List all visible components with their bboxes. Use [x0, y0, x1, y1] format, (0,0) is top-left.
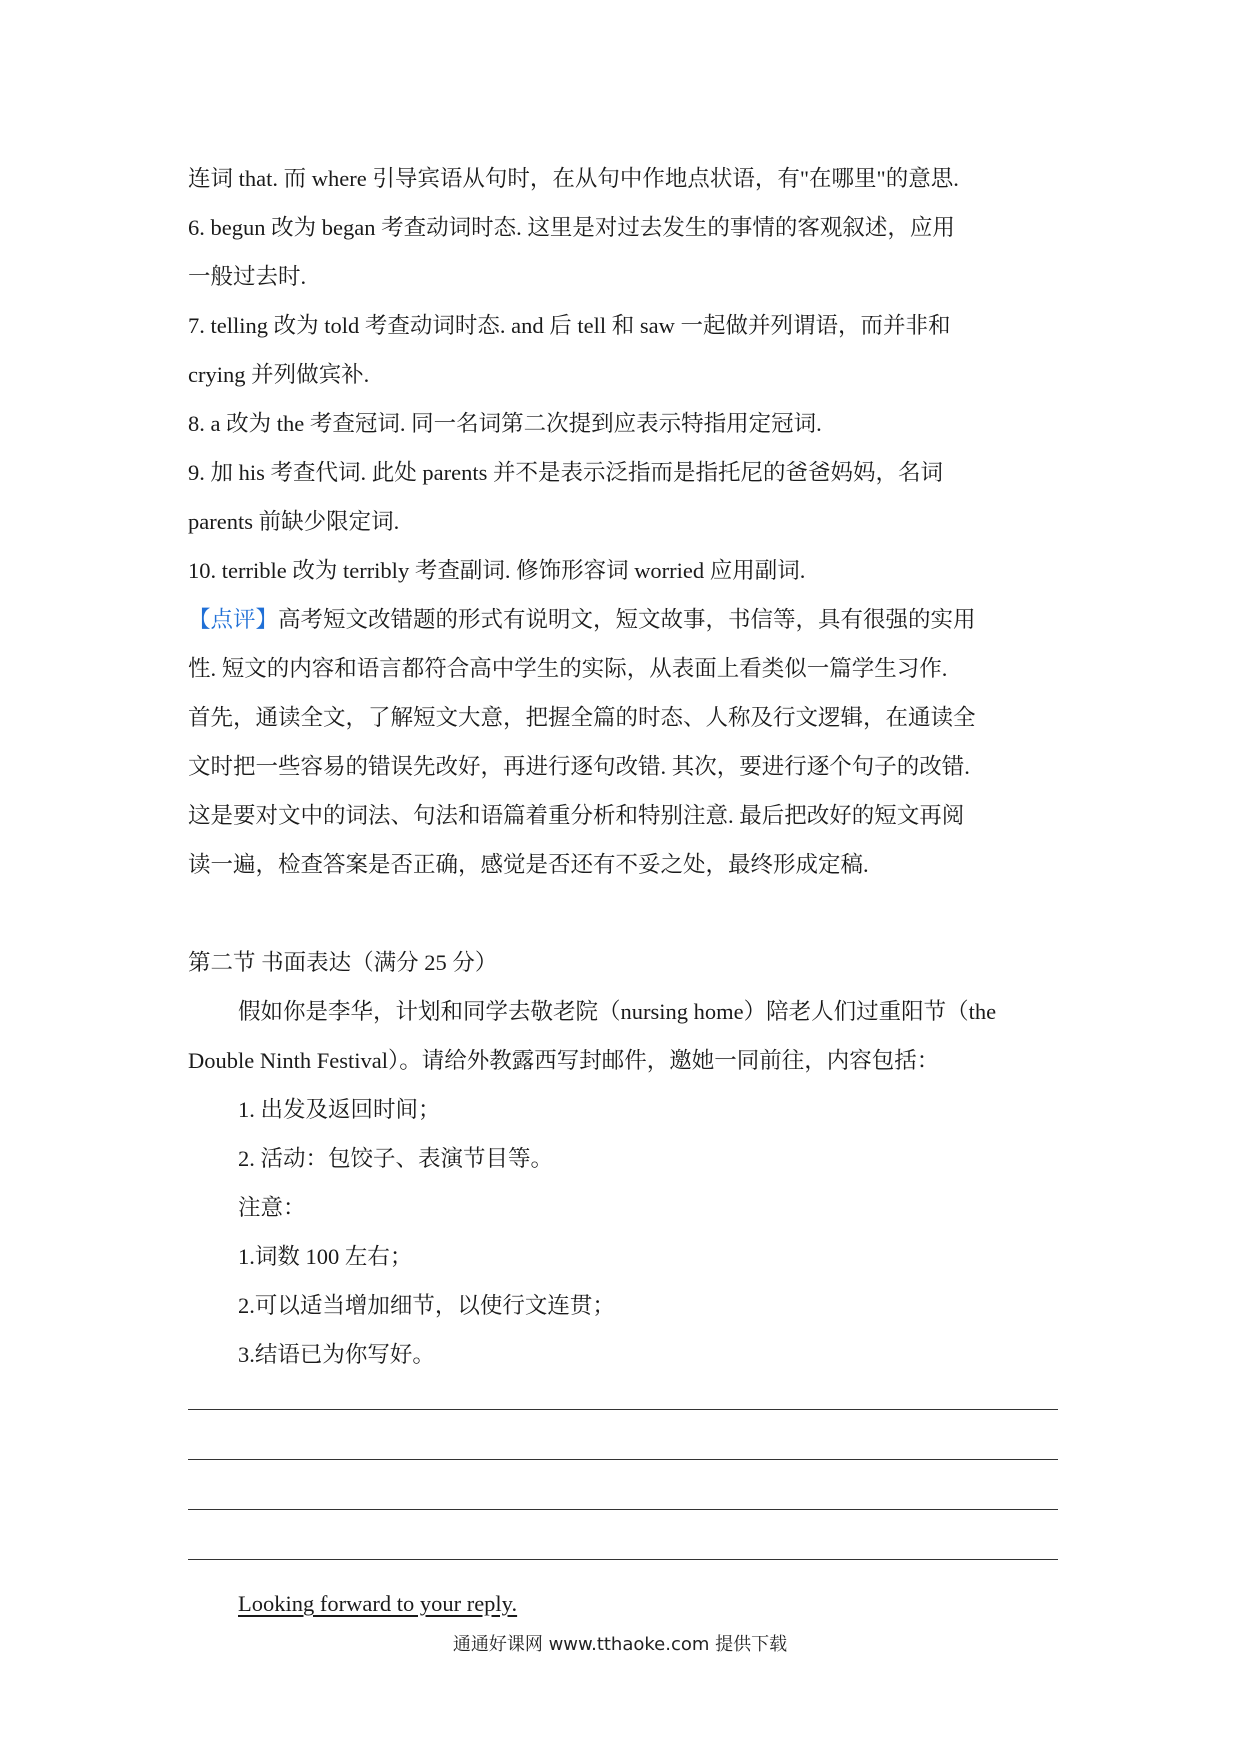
- answer-line: crying 并列做宾补.: [188, 362, 370, 387]
- review-line: 这是要对文中的词法、句法和语篇着重分析和特别注意. 最后把改好的短文再阅: [188, 803, 965, 828]
- review-first-line: 高考短文改错题的形式有说明文，短文故事，书信等，具有很强的实用: [278, 607, 976, 632]
- writing-prompt-line: 假如你是李华，计划和同学去敬老院（nursing home）陪老人们过重阳节（the: [238, 999, 997, 1024]
- content-item: 1. 出发及返回时间；: [238, 1097, 441, 1122]
- section-spacer: [188, 889, 1058, 938]
- answer-line: 7. telling 改为 told 考查动词时态. and 后 tell 和 saw 一起做并列谓语，而并非和: [188, 313, 951, 338]
- review-tag: 【点评】: [188, 607, 279, 632]
- answer-writing-line[interactable]: [188, 1479, 1058, 1529]
- review-line: 首先，通读全文，了解短文大意，把握全篇的时态、人称及行文逻辑，在通读全: [188, 705, 976, 730]
- review-line: 性. 短文的内容和语言都符合高中学生的实际，从表面上看类似一篇学生习作.: [188, 656, 948, 681]
- writing-prompt-line: Double Ninth Festival）。请给外教露西写封邮件，邀她一同前往，内容包括：: [188, 1048, 940, 1073]
- note-item: 1.词数 100 左右；: [238, 1244, 413, 1269]
- closing-text: Looking forward to your reply.: [238, 1591, 518, 1616]
- answer-line: parents 前缺少限定词.: [188, 509, 400, 534]
- review-line: 读一遍，检查答案是否正确，感觉是否还有不妥之处，最终形成定稿.: [188, 852, 869, 877]
- page-footer: 通通好课网 www.tthaoke.com 提供下载: [452, 1634, 788, 1655]
- answer-line: 6. begun 改为 began 考查动词时态. 这里是对过去发生的事情的客观叙述，应用: [188, 215, 955, 240]
- answer-writing-line[interactable]: [188, 1429, 1058, 1479]
- section-heading: 第二节 书面表达（满分 25 分）: [188, 950, 498, 975]
- answer-writing-line[interactable]: [188, 1379, 1058, 1429]
- letter-closing: [188, 1579, 1058, 1628]
- content-item: 2. 活动：包饺子、表演节目等。: [238, 1146, 554, 1171]
- answer-line: 连词 that. 而 where 引导宾语从句时，在从句中作地点状语，有"在哪里"的意思.: [188, 166, 959, 191]
- answer-line: 一般过去时.: [188, 264, 307, 289]
- notes-label: 注意：: [238, 1195, 306, 1220]
- page-content: [188, 154, 1058, 1628]
- answer-writing-line[interactable]: [188, 1529, 1058, 1579]
- note-item: 3.结语已为你写好。: [238, 1342, 435, 1367]
- review-line: 文时把一些容易的错误先改好，再进行逐句改错. 其次，要进行逐个句子的改错.: [188, 754, 970, 779]
- note-item: 2.可以适当增加细节，以使行文连贯；: [238, 1293, 615, 1318]
- answer-line: 9. 加 his 考查代词. 此处 parents 并不是表示泛指而是指托尼的爸爸妈妈，名词: [188, 460, 943, 485]
- answer-line: 8. a 改为 the 考查冠词. 同一名词第二次提到应表示特指用定冠词.: [188, 411, 822, 436]
- answer-line: 10. terrible 改为 terribly 考查副词. 修饰形容词 worried 应用副词.: [188, 558, 806, 583]
- review-paragraph-start: [188, 595, 1058, 644]
